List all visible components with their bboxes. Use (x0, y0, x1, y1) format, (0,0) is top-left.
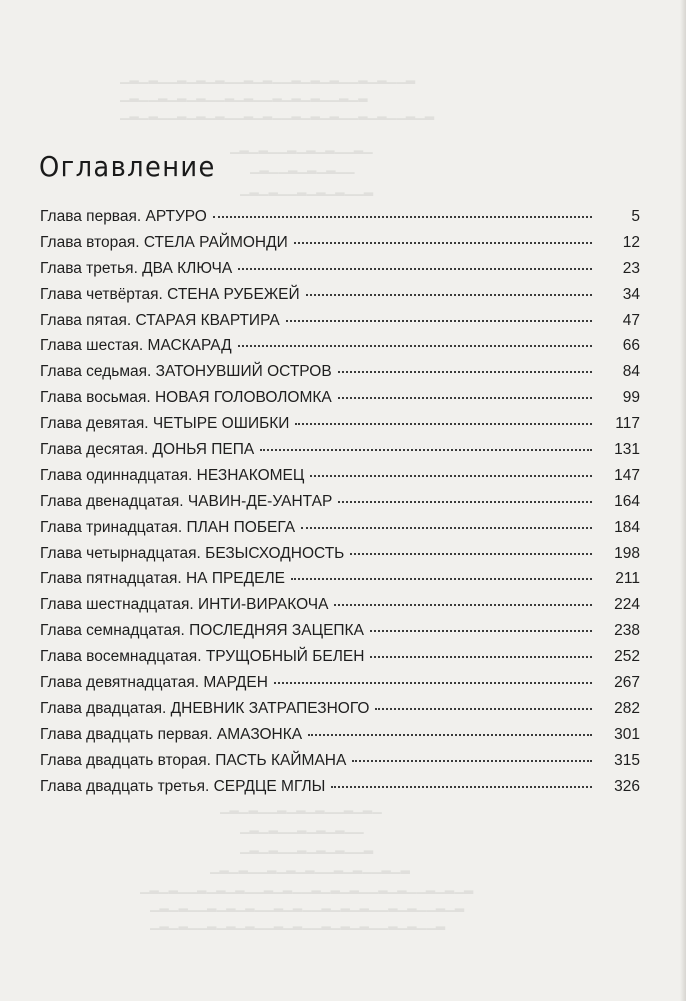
toc-entry-page-number: 23 (622, 259, 640, 277)
toc-entry-page-number: 99 (622, 389, 640, 407)
page-edge-shadow (680, 0, 686, 1001)
dot-leader (370, 656, 592, 658)
toc-entry-page-number: 326 (614, 777, 640, 795)
toc-entry-title: Глава девятая. ЧЕТЫРЕ ОШИБКИ (40, 415, 290, 433)
toc-entry (40, 726, 640, 752)
dot-leader (286, 320, 592, 322)
dot-leader (375, 708, 592, 710)
show-through-texture: ▁▂▁▂▁▁▂▁▂▁▂▁▁▂▁▂▁▁▂▁▂▁▂▁▁▂▁▂▁▁▂▁▂ (120, 106, 435, 120)
dot-leader (295, 423, 592, 425)
toc-entry (40, 752, 640, 778)
toc-entry-title: Глава двенадцатая. ЧАВИН-ДЕ-УАНТАР (40, 492, 333, 510)
dot-leader (213, 216, 592, 218)
toc-entry-title: Глава двадцать третья. СЕРДЦЕ МГЛЫ (40, 777, 326, 795)
toc-entry-page-number: 184 (614, 518, 640, 536)
toc-entry-page-number: 282 (614, 699, 640, 717)
toc-entry-page-number: 47 (622, 311, 640, 329)
toc-entry (40, 260, 640, 286)
dot-leader (260, 449, 592, 451)
dot-leader (331, 786, 592, 788)
toc-entry-title: Глава семнадцатая. ПОСЛЕДНЯЯ ЗАЦЕПКА (40, 622, 364, 640)
toc-entry (40, 493, 640, 519)
toc-entry-title: Глава четырнадцатая. БЕЗЫСХОДНОСТЬ (40, 544, 345, 562)
toc-entry (40, 337, 640, 363)
toc-entry-title: Глава четвёртая. СТЕНА РУБЕЖЕЙ (40, 285, 300, 303)
dot-leader (370, 630, 592, 632)
dot-leader (301, 527, 592, 529)
show-through-texture: ▁▂▁▂▁▁▂▁▂▁▂▁▁▂▁▂▁ (220, 800, 382, 814)
toc-entry (40, 441, 640, 467)
toc-entry (40, 778, 640, 804)
show-through-texture: ▁▂▁▂▁▁▂▁▂▁▂▁▁▂▁▂▁▁▂▁▂ (210, 860, 411, 874)
toc-entry (40, 700, 640, 726)
dot-leader (310, 475, 592, 477)
toc-entry (40, 570, 640, 596)
toc-entry (40, 596, 640, 622)
toc-entry-title: Глава пятнадцатая. НА ПРЕДЕЛЕ (40, 570, 285, 588)
dot-leader (338, 371, 592, 373)
dot-leader (338, 501, 592, 503)
toc-entry-page-number: 5 (631, 208, 640, 225)
toc-entry-page-number: 34 (622, 285, 640, 303)
show-through-texture: ▁▂▁▂▁▁▂▁▂▁▂▁▁▂▁▂▁▁▂▁▂▁▂▁▁▂▁▂▁▁▂▁▂▁▂ (140, 880, 474, 894)
dot-leader (350, 553, 592, 555)
toc-entry-title: Глава восьмая. НОВАЯ ГОЛОВОЛОМКА (40, 389, 332, 407)
show-through-texture: ▁▂▁▂▁▁▂▁▂▁▂▁▁▂▁▂▁▁▂▁▂▁▂▁▁▂▁▂▁▁▂ (120, 70, 416, 84)
toc-entry-title: Глава девятнадцатая. МАРДЕН (40, 674, 268, 692)
show-through-texture: ▁▂▁▂▁▁▂▁▂▁▂▁▁▂▁ (230, 140, 373, 154)
toc-entry-page-number: 198 (614, 544, 640, 562)
toc-entry-title: Глава двадцатая. ДНЕВНИК ЗАТРАПЕЗНОГО (40, 699, 370, 717)
show-through-texture: ▁▂▁▁▂▁▂▁▂▁▁▂▁▂▁▁▂▁▂▁▂▁▁▂▁▂ (120, 88, 368, 102)
toc-entry-page-number: 224 (614, 596, 640, 614)
toc-entry (40, 234, 640, 260)
toc-entry-title: Глава тринадцатая. ПЛАН ПОБЕГА (40, 518, 296, 536)
toc-entry-page-number: 12 (622, 233, 640, 251)
dot-leader (352, 760, 592, 762)
toc-entry-title: Глава двадцать вторая. ПАСТЬ КАЙМАНА (40, 751, 347, 769)
dot-leader (294, 242, 592, 244)
page-title: Оглавление (39, 150, 216, 183)
toc-entry (40, 415, 640, 441)
toc-entry (40, 389, 640, 415)
toc-entry (40, 545, 640, 571)
toc-entry-title: Глава третья. ДВА КЛЮЧА (40, 259, 233, 277)
toc-entry-title: Глава одиннадцатая. НЕЗНАКОМЕЦ (40, 466, 305, 484)
toc-entry-title: Глава седьмая. ЗАТОНУВШИЙ ОСТРОВ (40, 363, 332, 381)
toc-entry-page-number: 238 (614, 622, 640, 640)
toc-entry (40, 467, 640, 493)
show-through-texture: ▁▂▁▁▂▁▂▁▂▁▁ (250, 160, 355, 174)
toc-entry-page-number: 84 (622, 363, 640, 381)
toc-entry (40, 208, 640, 234)
show-through-texture: ▁▂▁▂▁▁▂▁▂▁▂▁▁▂ (240, 840, 374, 854)
toc-entry-title: Глава десятая. ДОНЬЯ ПЕПА (40, 441, 255, 459)
show-through-texture: ▁▂▁▂▁▁▂▁▂▁▂▁▁▂ (240, 182, 374, 196)
toc-entry-page-number: 117 (615, 415, 640, 433)
toc-entry-title: Глава шестая. МАСКАРАД (40, 337, 232, 355)
toc-entry-page-number: 315 (614, 751, 640, 769)
toc-entry-page-number: 131 (614, 441, 640, 459)
dot-leader (238, 345, 592, 347)
table-of-contents (40, 208, 640, 803)
toc-entry-title: Глава шестнадцатая. ИНТИ-ВИРАКОЧА (40, 596, 329, 614)
show-through-texture: ▁▂▁▂▁▁▂▁▂▁▂▁▁▂▁▂▁▁▂▁▂▁▂▁▁▂▁▂▁▁▂ (150, 916, 446, 930)
toc-entry (40, 286, 640, 312)
toc-entry (40, 648, 640, 674)
toc-entry-page-number: 66 (622, 337, 640, 355)
toc-entry-title: Глава вторая. СТЕЛА РАЙМОНДИ (40, 233, 288, 251)
toc-entry (40, 674, 640, 700)
toc-entry-page-number: 252 (614, 648, 640, 666)
toc-entry-title: Глава восемнадцатая. ТРУЩОБНЫЙ БЕЛЕН (40, 648, 365, 666)
toc-entry-page-number: 147 (614, 466, 640, 484)
toc-entry (40, 312, 640, 338)
toc-entry (40, 622, 640, 648)
show-through-texture: ▁▂▁▂▁▁▂▁▂▁▂▁▁ (240, 820, 364, 834)
dot-leader (306, 294, 592, 296)
toc-entry-title: Глава двадцать первая. АМАЗОНКА (40, 725, 303, 743)
dot-leader (308, 734, 592, 736)
dot-leader (274, 682, 592, 684)
show-through-texture: ▁▂▁▂▁▁▂▁▂▁▂▁▁▂▁▂▁▁▂▁▂▁▂▁▁▂▁▂▁▁▂▁▂ (150, 898, 465, 912)
dot-leader (238, 268, 592, 270)
toc-entry (40, 363, 640, 389)
toc-entry-page-number: 164 (614, 492, 640, 510)
toc-entry (40, 519, 640, 545)
dot-leader (334, 604, 592, 606)
dot-leader (291, 578, 592, 580)
toc-entry-title: Глава пятая. СТАРАЯ КВАРТИРА (40, 311, 280, 329)
dot-leader (338, 397, 592, 399)
toc-entry-page-number: 267 (614, 674, 640, 692)
toc-entry-page-number: 211 (615, 570, 640, 588)
toc-entry-page-number: 301 (614, 725, 640, 743)
toc-entry-title: Глава первая. АРТУРО (40, 208, 207, 225)
